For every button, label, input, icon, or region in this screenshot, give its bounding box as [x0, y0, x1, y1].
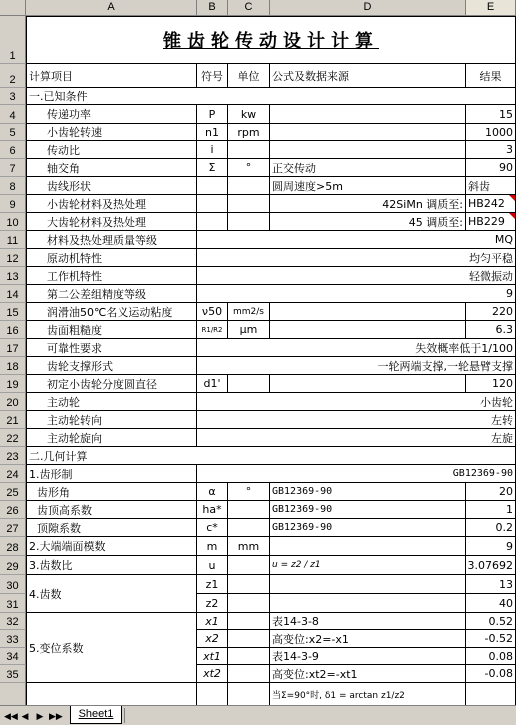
cell-b32[interactable]: x1	[197, 613, 228, 630]
cell-a25[interactable]: 齿形角	[26, 483, 197, 501]
cell-c8[interactable]	[228, 177, 270, 195]
cell-d5[interactable]	[270, 124, 466, 141]
column-header-d[interactable]: D	[270, 0, 466, 16]
cell-e4[interactable]: 15	[466, 105, 516, 124]
cell-e14[interactable]: 9	[197, 285, 516, 303]
cell-e24[interactable]: GB12369-90	[197, 465, 516, 483]
cell-e6[interactable]: 3	[466, 141, 516, 159]
column-header-bar	[0, 0, 516, 16]
row-header-22[interactable]: 22	[0, 429, 26, 447]
cell-e31[interactable]: 40	[466, 594, 516, 613]
row-header-13[interactable]: 13	[0, 267, 26, 285]
cell-c6[interactable]	[228, 141, 270, 159]
cell-d9[interactable]: 42SiMn 调质至:	[270, 195, 466, 213]
prev-sheet-icon[interactable]: ◀	[21, 711, 29, 721]
cell-c30[interactable]	[228, 575, 270, 594]
cell-c26[interactable]	[228, 501, 270, 519]
cell-b35[interactable]: xt2	[197, 665, 228, 683]
cell-c36[interactable]	[228, 683, 270, 705]
cell-c15[interactable]: mm2/s	[228, 303, 270, 321]
cell-a10[interactable]: 大齿轮材料及热处理	[26, 213, 197, 231]
row-header-21[interactable]: 21	[0, 411, 26, 429]
cell-a27[interactable]: 顶隙系数	[26, 519, 197, 537]
row-header-16[interactable]: 16	[0, 321, 26, 339]
header-unit[interactable]: 单位	[228, 64, 270, 88]
section-known-conditions[interactable]: 一.已知条件	[26, 88, 516, 105]
cell-d19[interactable]	[270, 375, 466, 393]
cell-a17[interactable]: 可靠性要求	[26, 339, 197, 357]
tab-split-handle[interactable]	[124, 708, 125, 723]
cell-e17[interactable]: 失效概率低于1/100	[197, 339, 516, 357]
cell-e21[interactable]: 左转	[197, 411, 516, 429]
cell-b27[interactable]: c*	[197, 519, 228, 537]
row-header-3[interactable]: 3	[0, 88, 26, 105]
row-header-4[interactable]: 4	[0, 105, 26, 124]
cell-b6[interactable]: i	[197, 141, 228, 159]
cell-b29[interactable]: u	[197, 556, 228, 575]
cell-e9-text: HB242	[468, 197, 505, 210]
cell-b34[interactable]: xt1	[197, 648, 228, 665]
cell-a24[interactable]: 1.齿形制	[26, 465, 197, 483]
cell-c34[interactable]	[228, 648, 270, 665]
cell-a16[interactable]: 齿面粗糙度	[26, 321, 197, 339]
cell-b31[interactable]: z2	[197, 594, 228, 613]
cell-d28[interactable]	[270, 537, 466, 556]
row-header-29[interactable]: 29	[0, 556, 26, 575]
cell-a30-merged[interactable]: 4.齿数	[26, 575, 197, 613]
cell-d31[interactable]	[270, 594, 466, 613]
cell-a14[interactable]: 第二公差组精度等级	[26, 285, 197, 303]
cell-c5[interactable]: rpm	[228, 124, 270, 141]
row-header-20[interactable]: 20	[0, 393, 26, 411]
cell-e8[interactable]: 斜齿	[466, 177, 516, 195]
cell-a32-merged[interactable]: 5.变位系数	[26, 613, 197, 683]
cell-c35[interactable]	[228, 665, 270, 683]
cell-e33[interactable]: -0.52	[466, 630, 516, 648]
cell-d35[interactable]: 高变位:xt2=-xt1	[270, 665, 466, 683]
cell-d4[interactable]	[270, 105, 466, 124]
cell-a12[interactable]: 原动机特性	[26, 249, 197, 267]
cell-c33[interactable]	[228, 630, 270, 648]
cell-a15[interactable]: 润滑油50℃名义运动粘度	[26, 303, 197, 321]
cell-b25[interactable]: α	[197, 483, 228, 501]
section-geometry[interactable]: 二.几何计算	[26, 447, 516, 465]
cell-b8[interactable]	[197, 177, 228, 195]
cell-d33[interactable]: 高变位:x2=-x1	[270, 630, 466, 648]
row-header-30[interactable]: 30	[0, 575, 26, 594]
cell-d16[interactable]	[270, 321, 466, 339]
cell-b10[interactable]	[197, 213, 228, 231]
row-header-33[interactable]: 33	[0, 630, 26, 648]
row-header-6[interactable]: 6	[0, 141, 26, 159]
cell-d26[interactable]: GB12369-90	[270, 501, 466, 519]
row-header-35[interactable]: 35	[0, 665, 26, 683]
row-header-23[interactable]: 23	[0, 447, 26, 465]
cell-c19[interactable]	[228, 375, 270, 393]
row-header-36[interactable]	[0, 683, 26, 705]
cell-grid	[26, 16, 516, 705]
cell-b4[interactable]: P	[197, 105, 228, 124]
cell-c32[interactable]	[228, 613, 270, 630]
row-header-15[interactable]: 15	[0, 303, 26, 321]
cell-e9[interactable]	[466, 195, 516, 213]
column-header-c[interactable]: C	[228, 0, 270, 16]
row-header-10[interactable]: 10	[0, 213, 26, 231]
cell-a22[interactable]: 主动轮旋向	[26, 429, 197, 447]
cell-e13[interactable]: 轻微振动	[197, 267, 516, 285]
comment-indicator-icon[interactable]	[509, 213, 515, 219]
cell-b5[interactable]: n1	[197, 124, 228, 141]
header-result[interactable]: 结果	[466, 64, 516, 88]
cell-b33[interactable]: x2	[197, 630, 228, 648]
cell-e10[interactable]	[466, 213, 516, 231]
cell-e16[interactable]: 6.3	[466, 321, 516, 339]
cell-d6[interactable]	[270, 141, 466, 159]
cell-d36[interactable]: 当Σ=90°时, δ1 = arctan z1/z2	[270, 683, 466, 705]
cell-e19[interactable]: 120	[466, 375, 516, 393]
row-header-17[interactable]: 17	[0, 339, 26, 357]
cell-a18[interactable]: 齿轮支撑形式	[26, 357, 197, 375]
cell-e5[interactable]: 1000	[466, 124, 516, 141]
cell-a13[interactable]: 工作机特性	[26, 267, 197, 285]
comment-indicator-icon[interactable]	[509, 195, 515, 201]
row-header-18[interactable]: 18	[0, 357, 26, 375]
cell-b15[interactable]: ν50	[197, 303, 228, 321]
cell-e29[interactable]: 3.07692	[466, 556, 516, 575]
sheet-tab-sheet1[interactable]: Sheet1	[70, 706, 122, 724]
cell-c10[interactable]	[228, 213, 270, 231]
row-header-12[interactable]: 12	[0, 249, 26, 267]
cell-e27[interactable]: 0.2	[466, 519, 516, 537]
row-header-5[interactable]: 5	[0, 124, 26, 141]
cell-e32[interactable]: 0.52	[466, 613, 516, 630]
cell-d25[interactable]: GB12369-90	[270, 483, 466, 501]
cell-c31[interactable]	[228, 594, 270, 613]
row-header-26[interactable]: 26	[0, 501, 26, 519]
cell-e10-text: HB229	[468, 215, 505, 228]
row-header-31[interactable]: 31	[0, 594, 26, 613]
cell-a8[interactable]: 齿线形状	[26, 177, 197, 195]
cell-c7[interactable]: °	[228, 159, 270, 177]
cell-e35[interactable]: -0.08	[466, 665, 516, 683]
next-sheet-icon[interactable]: ▶	[36, 711, 44, 721]
row-header-8[interactable]: 8	[0, 177, 26, 195]
cell-e20[interactable]: 小齿轮	[197, 393, 516, 411]
cell-a19[interactable]: 初定小齿轮分度圆直径	[26, 375, 197, 393]
column-header-e[interactable]: E	[466, 0, 516, 16]
cell-c16[interactable]: μm	[228, 321, 270, 339]
last-sheet-icon[interactable]: ▶▶	[49, 711, 63, 721]
row-header-28[interactable]: 28	[0, 537, 26, 556]
row-header-24[interactable]: 24	[0, 465, 26, 483]
cell-a6[interactable]: 传动比	[26, 141, 197, 159]
cell-d32[interactable]: 表14-3-8	[270, 613, 466, 630]
cell-b9[interactable]	[197, 195, 228, 213]
cell-a20[interactable]: 主动轮	[26, 393, 197, 411]
cell-b7[interactable]: Σ	[197, 159, 228, 177]
first-sheet-icon[interactable]: ◀◀	[4, 711, 18, 721]
cell-a29[interactable]: 3.齿数比	[26, 556, 197, 575]
cell-a4[interactable]: 传递功率	[26, 105, 197, 124]
cell-c27[interactable]	[228, 519, 270, 537]
cell-d15[interactable]	[270, 303, 466, 321]
row-header-9[interactable]: 9	[0, 195, 26, 213]
cell-e7[interactable]: 90	[466, 159, 516, 177]
cell-e12[interactable]: 均匀平稳	[197, 249, 516, 267]
select-all-corner[interactable]	[0, 0, 26, 16]
row-header-32[interactable]: 32	[0, 613, 26, 630]
row-header-14[interactable]: 14	[0, 285, 26, 303]
cell-d29[interactable]: u = z2 / z1	[270, 556, 466, 575]
cell-a28[interactable]: 2.大端端面模数	[26, 537, 197, 556]
cell-d8[interactable]: 圆周速度>5m	[270, 177, 466, 195]
cell-a36[interactable]	[26, 683, 197, 705]
sheet-tab-bar	[0, 705, 516, 725]
cell-e34[interactable]: 0.08	[466, 648, 516, 665]
cell-d7[interactable]: 正交传动	[270, 159, 466, 177]
row-header-7[interactable]: 7	[0, 159, 26, 177]
cell-e25[interactable]: 20	[466, 483, 516, 501]
cell-e36[interactable]	[466, 683, 516, 705]
header-symbol[interactable]: 符号	[197, 64, 228, 88]
row-header-1[interactable]: 1	[0, 16, 26, 64]
cell-b19[interactable]: d1'	[197, 375, 228, 393]
row-header-25[interactable]: 25	[0, 483, 26, 501]
cell-d10[interactable]: 45 调质至:	[270, 213, 466, 231]
cell-a21[interactable]: 主动轮转向	[26, 411, 197, 429]
column-header-b[interactable]: B	[197, 0, 228, 16]
cell-d27[interactable]: GB12369-90	[270, 519, 466, 537]
cell-e26[interactable]: 1	[466, 501, 516, 519]
cell-d30[interactable]	[270, 575, 466, 594]
row-header-11[interactable]: 11	[0, 231, 26, 249]
cell-a7[interactable]: 轴交角	[26, 159, 197, 177]
cell-b16[interactable]: R1/R2	[197, 321, 228, 339]
cell-e15[interactable]: 220	[466, 303, 516, 321]
cell-e22[interactable]: 左旋	[197, 429, 516, 447]
cell-c9[interactable]	[228, 195, 270, 213]
cell-b30[interactable]: z1	[197, 575, 228, 594]
cell-c25[interactable]: °	[228, 483, 270, 501]
row-header-2[interactable]: 2	[0, 64, 26, 88]
cell-b26[interactable]: ha*	[197, 501, 228, 519]
cell-e11[interactable]: MQ	[197, 231, 516, 249]
row-header-19[interactable]: 19	[0, 375, 26, 393]
cell-b36[interactable]	[197, 683, 228, 705]
row-header-27[interactable]: 27	[0, 519, 26, 537]
column-header-a[interactable]: A	[26, 0, 197, 16]
header-item[interactable]: 计算项目	[26, 64, 197, 88]
row-header-34[interactable]: 34	[0, 648, 26, 665]
sheet-title[interactable]: 锥齿轮传动设计计算	[26, 16, 516, 64]
cell-a5[interactable]: 小齿轮转速	[26, 124, 197, 141]
cell-e18[interactable]: 一轮两端支撑,一轮悬臂支撑	[197, 357, 516, 375]
cell-c29[interactable]	[228, 556, 270, 575]
cell-a11[interactable]: 材料及热处理质量等级	[26, 231, 197, 249]
cell-d34[interactable]: 表14-3-9	[270, 648, 466, 665]
header-formula[interactable]: 公式及数据来源	[270, 64, 466, 88]
cell-e30[interactable]: 13	[466, 575, 516, 594]
cell-a26[interactable]: 齿顶高系数	[26, 501, 197, 519]
cell-e28[interactable]: 9	[466, 537, 516, 556]
cell-c4[interactable]: kw	[228, 105, 270, 124]
cell-a9[interactable]: 小齿轮材料及热处理	[26, 195, 197, 213]
cell-b28[interactable]: m	[197, 537, 228, 556]
cell-c28[interactable]: mm	[228, 537, 270, 556]
